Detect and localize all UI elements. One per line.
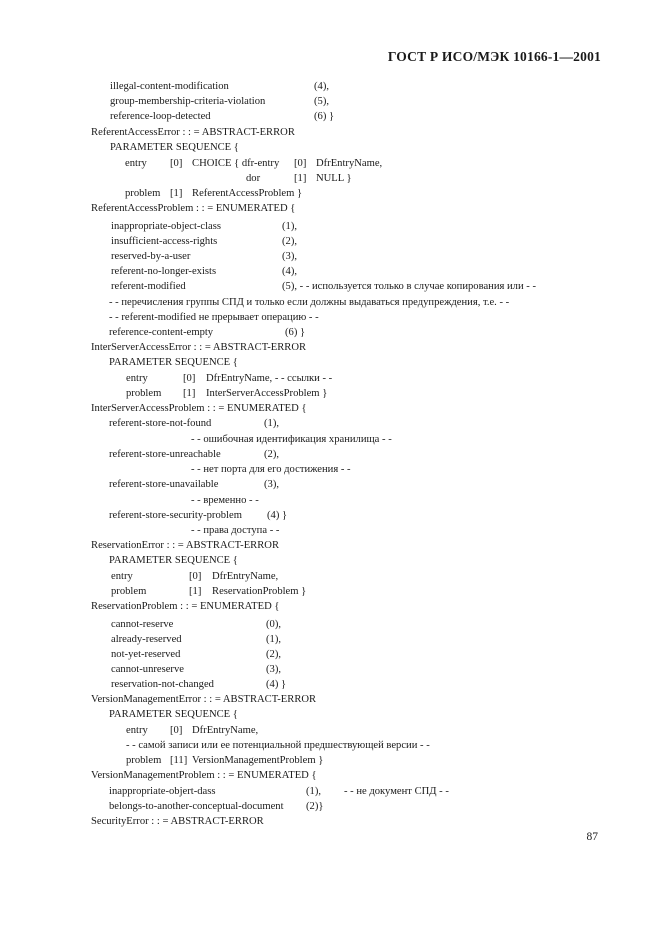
- listing-token: [1]: [294, 173, 307, 184]
- listing-token: CHOICE { dfr-entry: [192, 158, 280, 169]
- listing-token: reference-loop-detected: [110, 111, 211, 122]
- listing-token: entry: [126, 725, 148, 736]
- page-number: 87: [586, 831, 598, 843]
- listing-token: problem: [125, 188, 161, 199]
- listing-token: [0]: [170, 725, 183, 736]
- listing-token: referent-store-unreachable: [109, 449, 221, 460]
- listing-token: reservation-not-changed: [111, 679, 214, 690]
- listing-token: InterServerAccessProblem }: [206, 388, 328, 399]
- listing-token: [1]: [183, 388, 196, 399]
- listing-token: PARAMETER SEQUENCE {: [109, 357, 238, 368]
- listing-token: referent-store-unavailable: [109, 479, 219, 490]
- listing-token: [11]: [170, 755, 188, 766]
- listing-token: group-membership-criteria-violation: [110, 96, 266, 107]
- listing-token: - - не документ СПД - -: [344, 786, 449, 797]
- listing-token: NULL }: [316, 173, 352, 184]
- listing-token: - - самой записи или ее потенциальной предшествующей версии - -: [126, 740, 430, 751]
- listing-token: [0]: [294, 158, 307, 169]
- listing-token: ReservationError : : = ABSTRACT-ERROR: [91, 540, 280, 551]
- listing-token: (5), - - используется только в случае копирования или - -: [282, 281, 536, 292]
- listing-token: (4) }: [266, 679, 287, 690]
- listing-token: VersionManagementProblem : : = ENUMERATED {: [91, 770, 317, 781]
- listing-token: PARAMETER SEQUENCE {: [109, 555, 238, 566]
- listing-token: SecurityError : : = ABSTRACT-ERROR: [91, 816, 264, 827]
- listing-token: - - временно - -: [191, 495, 259, 506]
- listing-token: not-yet-reserved: [111, 649, 181, 660]
- listing-token: - - перечисления группы СПД и только если должны выдаваться предупреждения, т.е. - -: [109, 297, 510, 308]
- listing-token: ReferentAccessProblem }: [192, 188, 303, 199]
- listing-token: (5),: [314, 96, 330, 107]
- listing-token: (2),: [282, 236, 298, 247]
- listing-token: - - нет порта для его достижения - -: [191, 464, 351, 475]
- listing-token: entry: [126, 373, 148, 384]
- listing-token: InterServerAccessProblem : : = ENUMERATED {: [91, 403, 307, 414]
- listing-token: belongs-to-another-conceptual-document: [109, 801, 284, 812]
- listing-token: (4),: [282, 266, 298, 277]
- listing-token: ReservationProblem }: [212, 586, 307, 597]
- listing-token: problem: [126, 755, 162, 766]
- listing-token: VersionManagementProblem }: [192, 755, 324, 766]
- listing-token: inappropriate-objert-dass: [109, 786, 216, 797]
- listing-token: (6) }: [314, 111, 335, 122]
- listing-token: (6) }: [285, 327, 306, 338]
- listing-token: already-reserved: [111, 634, 182, 645]
- listing-token: referent-store-security-problem: [109, 510, 242, 521]
- listing-token: - - referent-modified не прерывает операцию - -: [109, 312, 319, 323]
- listing-token: (3),: [282, 251, 298, 262]
- listing-token: ReferentAccessError : : = ABSTRACT-ERROR: [91, 127, 295, 138]
- listing-token: referent-modified: [111, 281, 186, 292]
- listing-token: (4) }: [267, 510, 288, 521]
- listing-token: (1),: [306, 786, 322, 797]
- listing-token: inappropriate-object-class: [111, 221, 222, 232]
- listing-token: problem: [111, 586, 147, 597]
- listing-token: [0]: [183, 373, 196, 384]
- listing-token: [0]: [170, 158, 183, 169]
- listing-token: [0]: [189, 571, 202, 582]
- listing-token: dor: [246, 173, 261, 184]
- listing-token: [1]: [170, 188, 183, 199]
- document-header: ГОСТ Р ИСО/МЭК 10166-1—2001: [387, 49, 601, 64]
- listing-token: ReferentAccessProblem : : = ENUMERATED {: [91, 203, 296, 214]
- listing-token: cannot-unreserve: [111, 664, 184, 675]
- listing-token: ReservationProblem : : = ENUMERATED {: [91, 601, 280, 612]
- listing-token: referent-no-longer-exists: [111, 266, 217, 277]
- listing-token: insufficient-access-rights: [111, 236, 218, 247]
- listing-token: entry: [125, 158, 147, 169]
- listing-token: problem: [126, 388, 162, 399]
- listing-token: (2)}: [306, 801, 324, 812]
- listing-token: DfrEntryName,: [192, 725, 259, 736]
- listing-token: reference-content-empty: [109, 327, 214, 338]
- listing-token: [1]: [189, 586, 202, 597]
- listing-token: illegal-content-modification: [110, 81, 229, 92]
- listing-token: PARAMETER SEQUENCE {: [110, 142, 239, 153]
- listing-token: DfrEntryName,: [212, 571, 279, 582]
- listing-token: (3),: [264, 479, 280, 490]
- listing-token: (1),: [266, 634, 282, 645]
- listing-token: entry: [111, 571, 133, 582]
- listing-token: DfrEntryName, - - ссылки - -: [206, 373, 333, 384]
- listing-token: (3),: [266, 664, 282, 675]
- listing-token: (2),: [266, 649, 282, 660]
- listing-token: PARAMETER SEQUENCE {: [109, 709, 238, 720]
- listing-token: - - права доступа - -: [191, 525, 280, 536]
- listing-token: DfrEntryName,: [316, 158, 383, 169]
- listing-token: (2),: [264, 449, 280, 460]
- listing-token: VersionManagementError : : = ABSTRACT-ERROR: [91, 694, 317, 705]
- listing-token: referent-store-not-found: [109, 418, 212, 429]
- listing-token: reserved-by-a-user: [111, 251, 191, 262]
- listing-token: (1),: [264, 418, 280, 429]
- listing-token: cannot-reserve: [111, 619, 174, 630]
- listing-token: InterServerAccessError : : = ABSTRACT-ERROR: [91, 342, 307, 353]
- listing-token: - - ошибочная идентификация хранилища - -: [191, 434, 392, 445]
- listing-token: (4),: [314, 81, 330, 92]
- listing-token: (1),: [282, 221, 298, 232]
- listing-token: (0),: [266, 619, 282, 630]
